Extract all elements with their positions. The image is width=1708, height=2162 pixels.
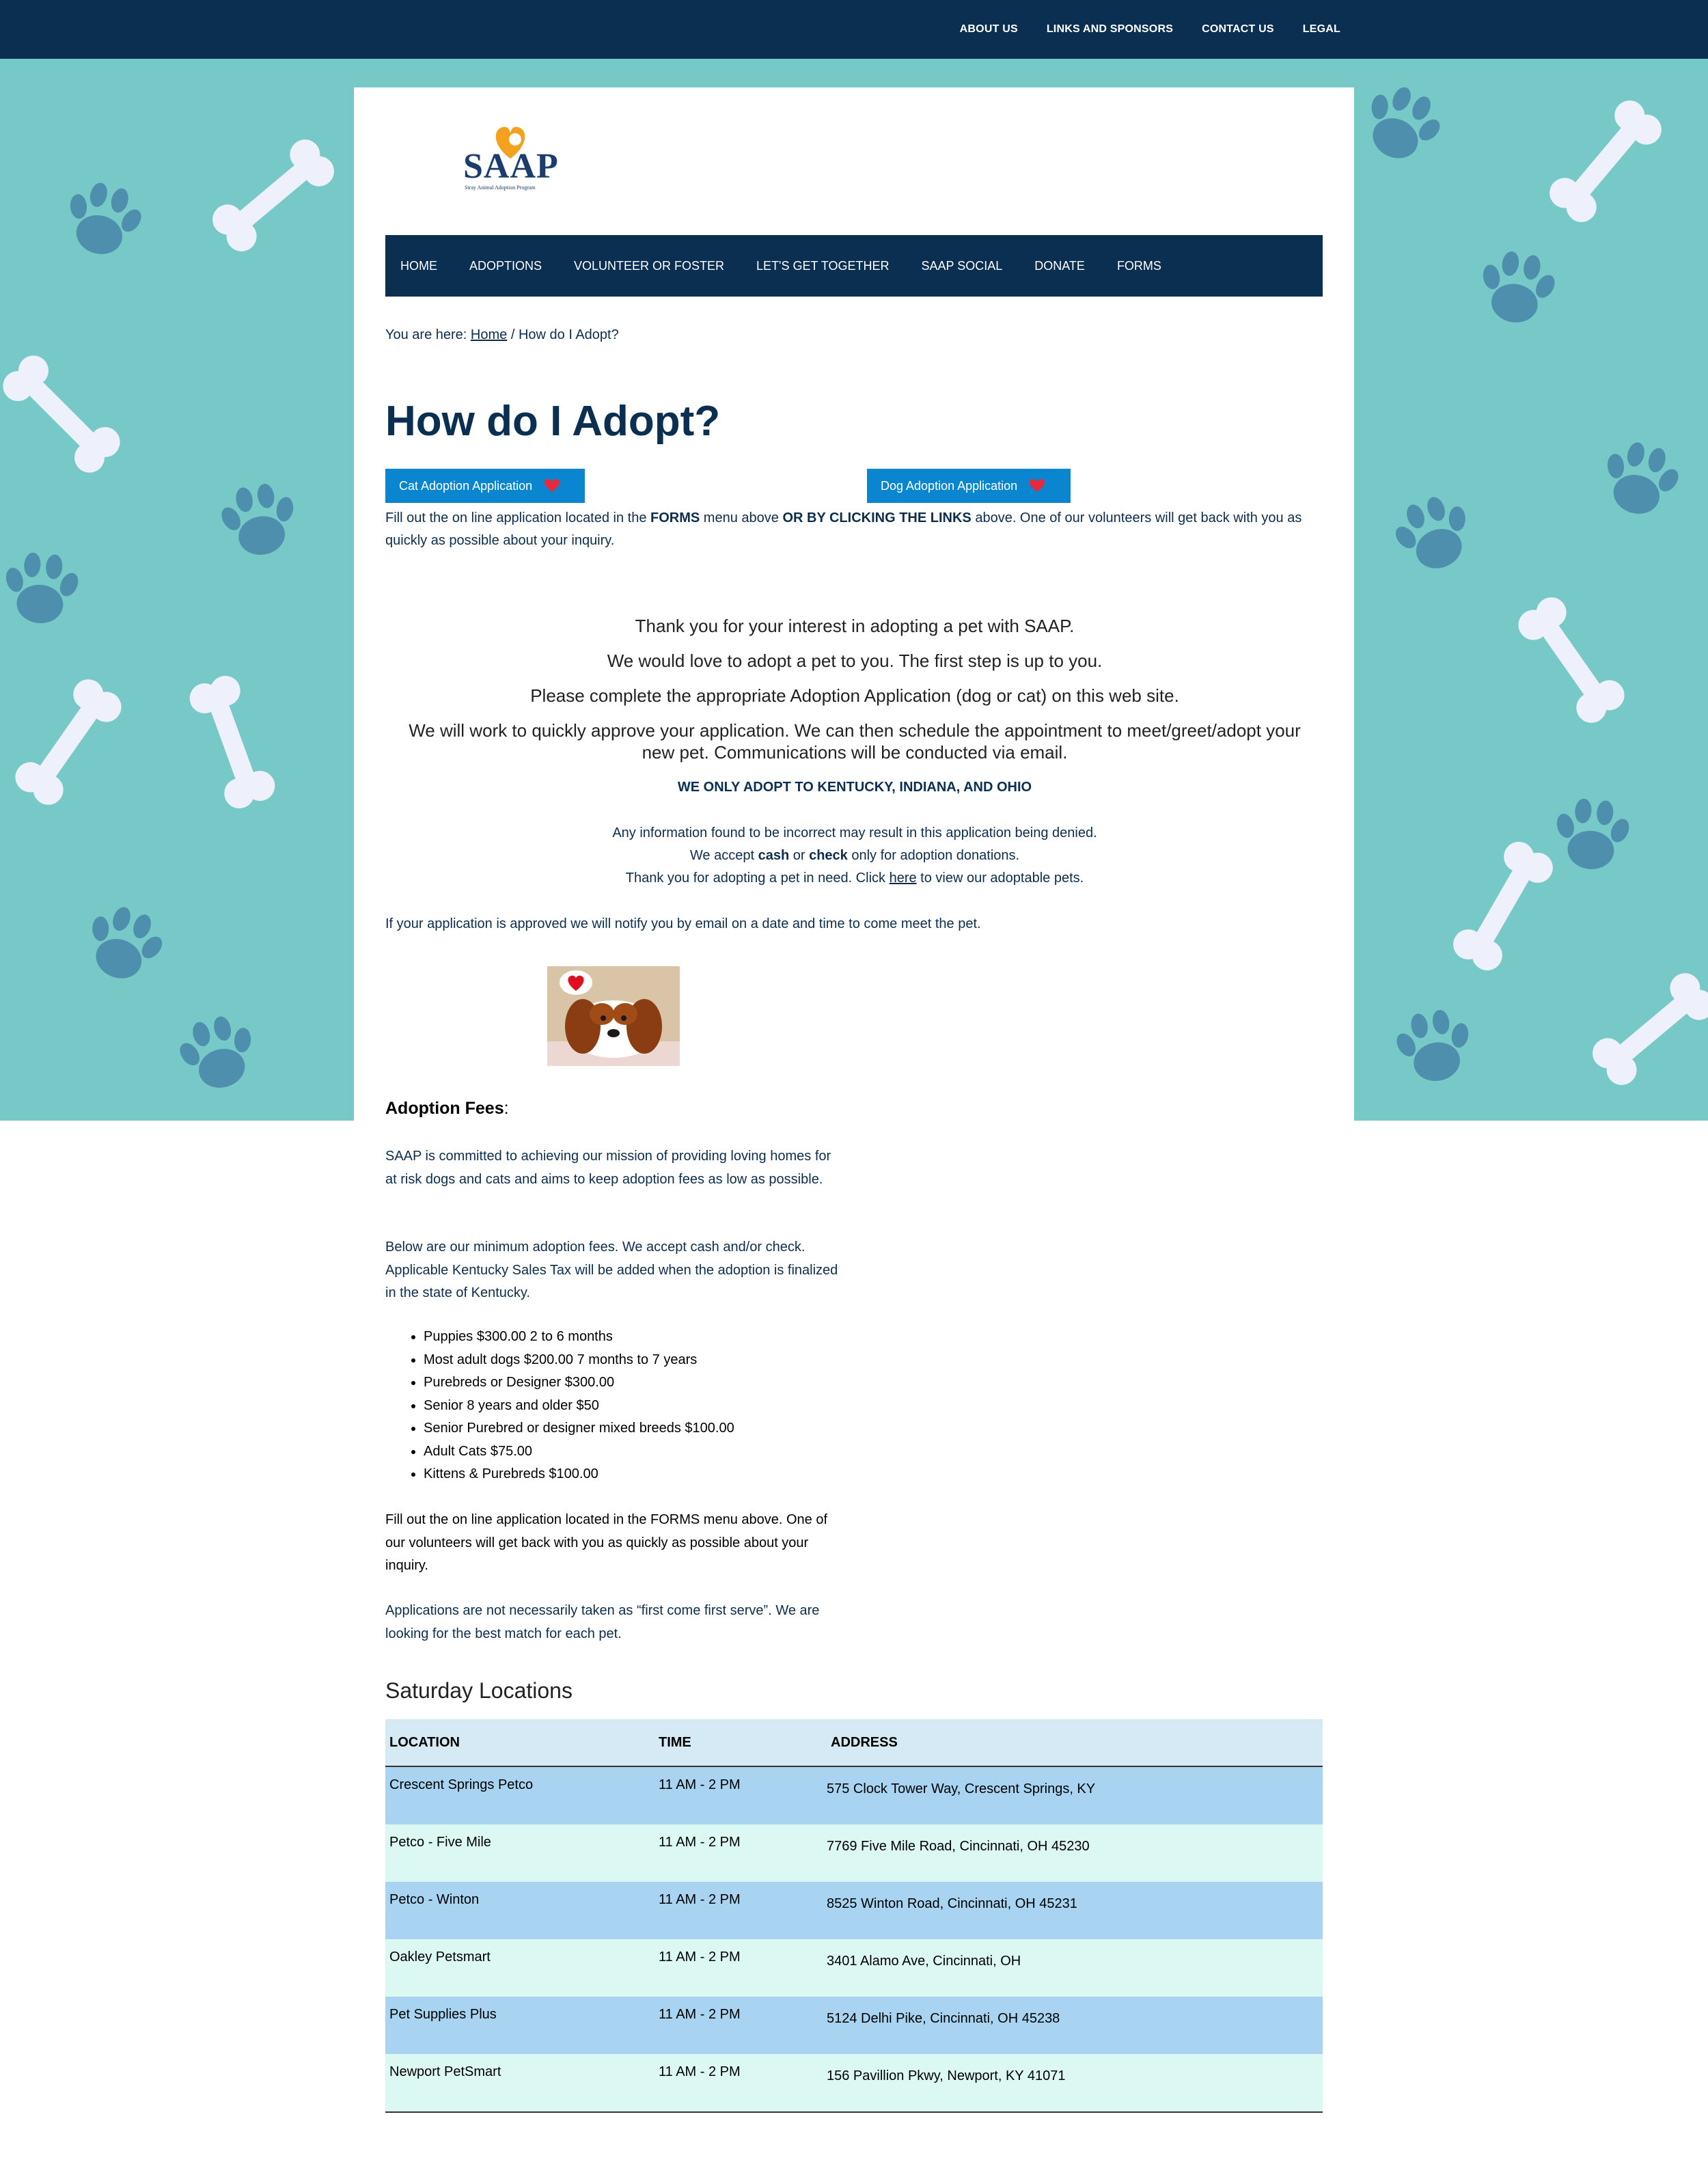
payment-text-1: We accept	[689, 848, 758, 863]
top-nav	[960, 0, 1340, 59]
location-cell: Newport PetSmart	[385, 2054, 655, 2112]
states-notice: WE ONLY ADOPT TO KENTUCKY, INDIANA, AND OHIO	[677, 780, 1032, 795]
table-row	[385, 2054, 1323, 2112]
fees-list	[410, 1326, 734, 1486]
header-address: ADDRESS	[823, 1719, 1323, 1766]
list-item: • Purebreds or Designer $300.00	[424, 1371, 734, 1395]
nav-saap-social[interactable]: SAAP SOCIAL	[921, 258, 1003, 273]
logo-tagline: Stray Animal Adoption Program	[465, 184, 536, 191]
breadcrumb-current: How do I Adopt?	[518, 327, 619, 342]
location-cell: Petco - Five Mile	[385, 1824, 655, 1882]
address-cell: 3401 Alamo Ave, Cincinnati, OH	[823, 1939, 1323, 1997]
adoption-fees-heading	[385, 1099, 509, 1119]
address-cell: 5124 Delhi Pike, Cincinnati, OH 45238	[823, 1997, 1323, 2054]
content-area	[354, 87, 1354, 2162]
puppy-photo	[547, 966, 680, 1066]
nav-home[interactable]: HOME	[400, 258, 437, 273]
cat-button-label: Cat Adoption Application	[399, 478, 533, 493]
adoption-fees-colon: :	[504, 1099, 509, 1118]
payment-text-2: or	[789, 848, 810, 863]
nav-forms[interactable]: FORMS	[1116, 258, 1161, 273]
top-bar	[0, 0, 1708, 59]
top-nav-legal[interactable]: LEGAL	[1302, 23, 1340, 35]
time-cell: 11 AM - 2 PM	[655, 1882, 823, 1939]
approve-application-line: We will work to quickly approve your application. We can then schedule the appointment to meet/greet/adopt your new pet. Communications will be conducted via email.	[409, 720, 1301, 763]
main-nav	[385, 235, 1323, 297]
table-row	[385, 1882, 1323, 1939]
location-cell: Crescent Springs Petco	[385, 1766, 655, 1824]
location-cell: Oakley Petsmart	[385, 1939, 655, 1997]
incorrect-info-line: Any information found to be incorrect may result in this application being denied.	[612, 825, 1097, 840]
intro-links-bold: OR BY CLICKING THE LINKS	[782, 510, 972, 525]
breadcrumb-home-link[interactable]: Home	[470, 327, 508, 342]
top-nav-contact-us[interactable]: CONTACT US	[1202, 23, 1274, 35]
here-link[interactable]: here	[889, 871, 917, 886]
list-item: • Puppies $300.00 2 to 6 months	[424, 1326, 734, 1349]
nav-volunteer-or-foster[interactable]: VOLUNTEER OR FOSTER	[574, 258, 725, 273]
address-cell: 7769 Five Mile Road, Cincinnati, OH 45230	[823, 1824, 1323, 1882]
love-to-adopt-line: We would love to adopt a pet to you. The first step is up to you.	[607, 651, 1103, 671]
header-location: LOCATION	[385, 1719, 655, 1766]
payment-text-3: only for adoption donations.	[847, 848, 1020, 863]
breadcrumb-prefix: You are here:	[385, 327, 471, 342]
adoptable-text-2: to view our adoptable pets.	[916, 871, 1084, 886]
fees-minimum-paragraph: Below are our minimum adoption fees. We accept cash and/or check. Applicable Kentucky Sales Tax will be added when the adoption is finalized in the state of Kentucky.	[385, 1240, 838, 1300]
table-row	[385, 1997, 1323, 2054]
time-cell: 11 AM - 2 PM	[655, 2054, 823, 2112]
top-nav-about-us[interactable]: ABOUT US	[959, 23, 1018, 35]
breadcrumb	[385, 327, 619, 343]
list-item: • Adult Cats $75.00	[424, 1440, 734, 1464]
list-item: • Kittens & Purebreds $100.00	[424, 1463, 734, 1486]
page-title: How do I Adopt?	[385, 398, 721, 445]
payment-line	[385, 845, 1324, 867]
saturday-locations-heading: Saturday Locations	[385, 1678, 573, 1703]
time-cell: 11 AM - 2 PM	[655, 1997, 823, 2054]
time-cell: 11 AM - 2 PM	[655, 1939, 823, 1997]
logo-text: SAAP	[463, 147, 559, 186]
time-cell: 11 AM - 2 PM	[655, 1824, 823, 1882]
adoption-fees-title: Adoption Fees	[385, 1099, 504, 1118]
fill-out-paragraph: Fill out the on line application located in the FORMS menu above. One of our volunteers will get back with you as quickly as possible about your inquiry.	[385, 1512, 828, 1573]
header-time: TIME	[655, 1719, 823, 1766]
locations-table	[385, 1719, 1323, 2113]
intro-paragraph	[385, 507, 1324, 552]
list-item: • Senior Purebred or designer mixed breeds $100.00	[424, 1417, 734, 1440]
table-row	[385, 1824, 1323, 1882]
intro-forms-bold: FORMS	[650, 510, 700, 525]
top-nav-links-and-sponsors[interactable]: LINKS AND SPONSORS	[1046, 23, 1174, 35]
location-cell: Pet Supplies Plus	[385, 1997, 655, 2054]
intro-text-3: above. One of our volunteers will get back with you as quickly as possible about your inquiry.	[385, 510, 1302, 548]
approved-notice: If your application is approved we will notify you by email on a date and time to come meet the pet.	[385, 916, 981, 931]
time-cell: 11 AM - 2 PM	[655, 1766, 823, 1824]
breadcrumb-separator: /	[507, 327, 519, 342]
table-header-row	[385, 1719, 1323, 1766]
cat-adoption-application-button[interactable]	[385, 469, 585, 503]
intro-text-2: menu above	[700, 510, 783, 525]
nav-lets-get-together[interactable]: LET'S GET TOGETHER	[756, 258, 890, 273]
nav-adoptions[interactable]: ADOPTIONS	[469, 258, 542, 273]
table-row	[385, 1766, 1323, 1824]
puppy-image	[547, 966, 680, 1066]
heart-icon	[1030, 479, 1045, 493]
saap-logo[interactable]	[459, 119, 562, 191]
dog-adoption-application-button[interactable]	[867, 469, 1071, 503]
first-come-paragraph: Applications are not necessarily taken as “first come first serve”. We are looking for the best match for each pet.	[385, 1603, 820, 1641]
location-cell: Petco - Winton	[385, 1882, 655, 1939]
dog-button-label: Dog Adoption Application	[881, 478, 1018, 493]
thank-you-line: Thank you for your interest in adopting a pet with SAAP.	[635, 616, 1075, 636]
fees-mission-paragraph: SAAP is committed to achieving our mission of providing loving homes for at risk dogs and cats and aims to keep adoption fees as low as possible.	[385, 1149, 831, 1187]
list-item: • Most adult dogs $200.00 7 months to 7 years	[424, 1349, 734, 1372]
adoptable-text-1: Thank you for adopting a pet in need. Click	[625, 871, 890, 886]
table-row	[385, 1939, 1323, 1997]
list-item: • Senior 8 years and older $50	[424, 1395, 734, 1418]
heart-icon	[545, 479, 560, 493]
address-cell: 575 Clock Tower Way, Crescent Springs, KY	[823, 1766, 1323, 1824]
cash-bold: cash	[758, 848, 790, 863]
address-cell: 8525 Winton Road, Cincinnati, OH 45231	[823, 1882, 1323, 1939]
address-cell: 156 Pavillion Pkwy, Newport, KY 41071	[823, 2054, 1323, 2112]
adoptable-pets-line	[385, 867, 1324, 890]
nav-donate[interactable]: DONATE	[1034, 258, 1085, 273]
complete-application-line: Please complete the appropriate Adoption Application (dog or cat) on this web site.	[530, 685, 1179, 706]
intro-text-1: Fill out the on line application located in the	[385, 510, 651, 525]
check-bold: check	[809, 848, 848, 863]
